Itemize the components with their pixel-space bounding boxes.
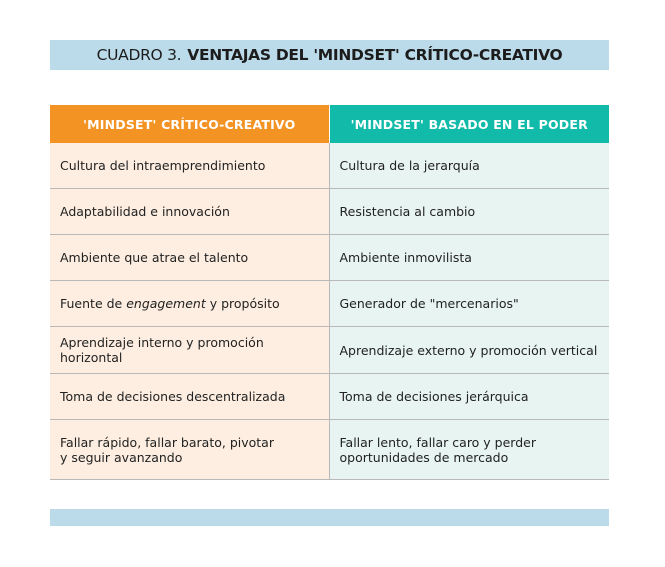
cell-critical-creative: Adaptabilidad e innovación [50,189,329,235]
cell-critical-creative [50,281,329,327]
table-row [50,281,609,327]
table-row [50,143,609,189]
cell-power-based: Aprendizaje externo y promoción vertical [329,327,609,374]
table-row [50,189,609,235]
cell-text-after: y propósito [205,296,280,311]
table-row [50,374,609,420]
cell-critical-creative [50,420,329,480]
cell-power-based: Cultura de la jerarquía [329,143,609,189]
cell-line-2: y seguir avanzando [60,449,183,465]
cell-text-emphasis: engagement [126,296,206,311]
table-title-bar [50,40,609,70]
table-title-prefix: CUADRO 3. [96,46,182,64]
cell-power-based: Toma de decisiones jerárquica [329,374,609,420]
table-row [50,327,609,374]
table-row [50,235,609,281]
cell-text-before: Fuente de [60,296,127,311]
cell-critical-creative: Cultura del intraemprendimiento [50,143,329,189]
cell-line-1: Aprendizaje interno y promoción [60,335,264,350]
cell-power-based: Generador de "mercenarios" [329,281,609,327]
table-header-row [50,105,609,143]
table-row [50,420,609,480]
cell-power-based: Ambiente inmovilista [329,235,609,281]
header-critical-creative-mindset: 'MINDSET' CRÍTICO-CREATIVO [50,105,329,143]
cell-line-1: Fallar lento, fallar caro y perder [339,434,536,450]
header-power-based-mindset: 'MINDSET' BASADO EN EL PODER [329,105,609,143]
cell-power-based: Resistencia al cambio [329,189,609,235]
table-title: VENTAJAS DEL 'MINDSET' CRÍTICO-CREATIVO [187,46,563,64]
cell-critical-creative: Toma de decisiones descentralizada [50,374,329,420]
bottom-band [50,509,609,526]
cell-line-1: Fallar rápido, fallar barato, pivotar [60,434,274,450]
comparison-table [50,105,609,480]
cell-critical-creative: Ambiente que atrae el talento [50,235,329,281]
cell-line-2: horizontal [60,350,123,365]
cell-critical-creative [50,327,329,374]
cell-line-2: oportunidades de mercado [339,449,509,465]
cell-power-based [329,420,609,480]
